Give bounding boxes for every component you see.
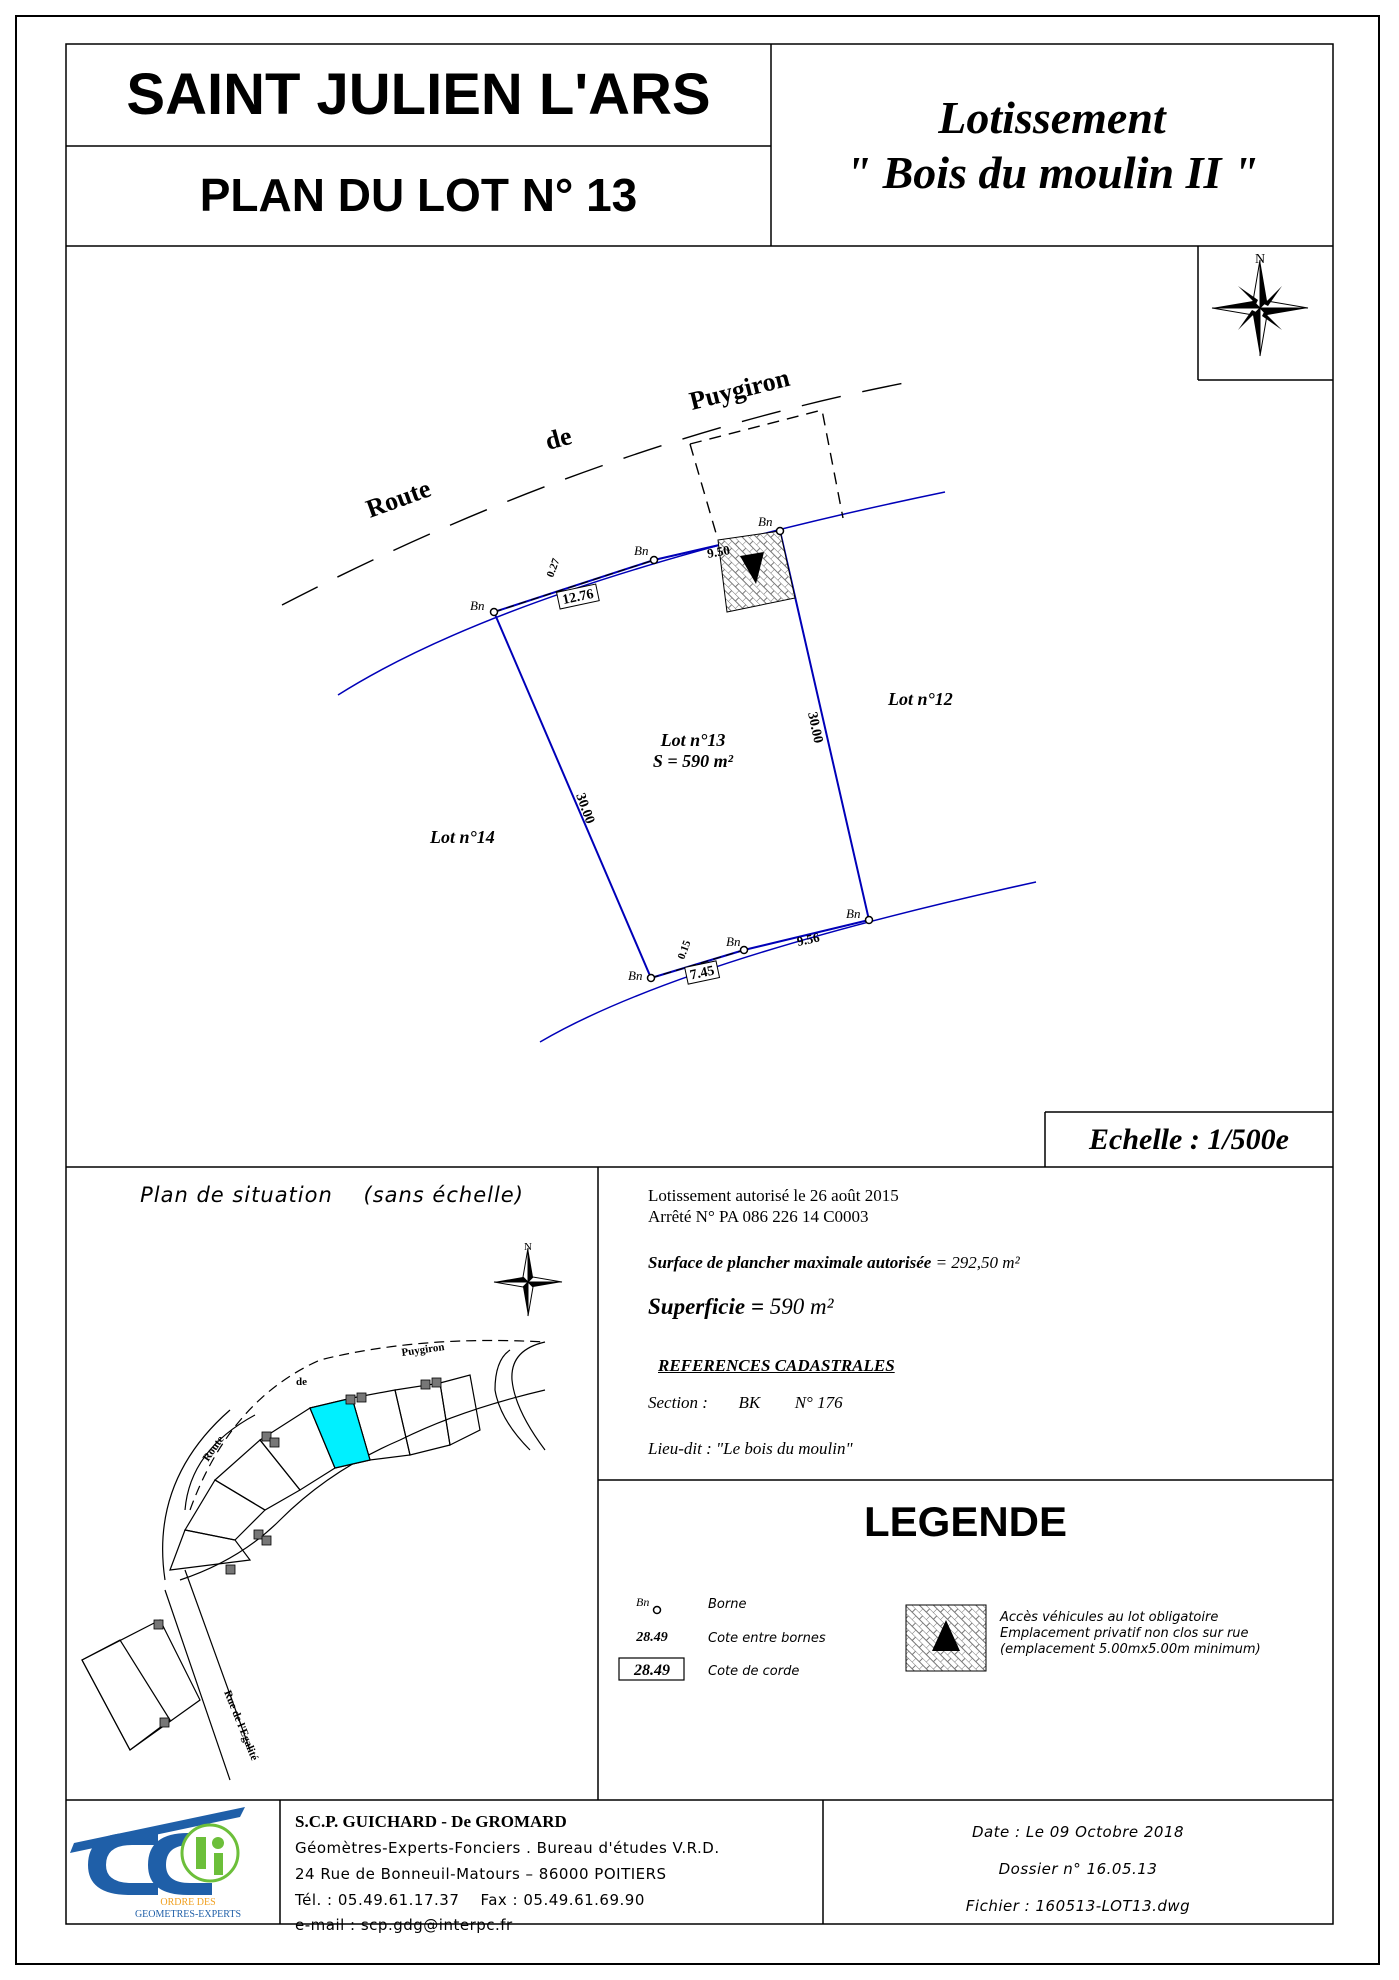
document-date: Date : Le 09 Octobre 2018 bbox=[971, 1823, 1185, 1841]
dimension-left-side: 30.00 bbox=[572, 791, 598, 826]
superficie-label: Superficie = bbox=[648, 1294, 764, 1319]
arrete-text: Arrêté N° PA 086 226 14 C0003 bbox=[648, 1207, 869, 1226]
lot-12-label: Lot n°12 bbox=[888, 689, 953, 709]
superficie-value: 590 m² bbox=[769, 1294, 834, 1319]
cadastre-title: REFERENCES CADASTRALES bbox=[658, 1356, 895, 1375]
legend-access-text bbox=[1000, 1610, 1261, 1658]
company-name: S.C.P. GUICHARD - De GROMARD bbox=[295, 1812, 567, 1831]
situation-road-route: Route bbox=[200, 1433, 227, 1464]
section-label: Section : bbox=[648, 1393, 708, 1412]
borne-label: Bn bbox=[470, 598, 485, 613]
dimension-bottom-chord: 7.45 bbox=[688, 963, 716, 984]
dimension-top-offset: 0.27 bbox=[544, 556, 563, 580]
section-value: BK bbox=[738, 1393, 761, 1412]
situation-road-puygiron: Puygiron bbox=[400, 1341, 446, 1359]
lotissement-name: " Bois du moulin II " bbox=[845, 147, 1259, 198]
scale-label: Echelle : 1/500e bbox=[1089, 1123, 1289, 1156]
surface-value: = 292,50 m² bbox=[935, 1253, 1020, 1272]
road-word-puygiron: Puygiron bbox=[686, 362, 793, 416]
legend-access-line3: (emplacement 5.00mx5.00m minimum) bbox=[1000, 1642, 1261, 1657]
legend-cote-label: Cote entre bornes bbox=[708, 1631, 826, 1646]
situation-compass-letter: N bbox=[524, 1241, 532, 1253]
borne-label: Bn bbox=[634, 543, 649, 558]
plan-title: PLAN DU LOT N° 13 bbox=[199, 169, 638, 221]
borne-label: Bn bbox=[628, 968, 643, 983]
situation-subtitle: (sans échelle) bbox=[363, 1183, 524, 1207]
dimension-top-chord: 12.76 bbox=[561, 586, 596, 609]
surface-label: Surface de plancher maximale autorisée bbox=[648, 1253, 932, 1272]
legend-access-line1: Accès véhicules au lot obligatoire bbox=[1000, 1610, 1219, 1625]
lot-14-label: Lot n°14 bbox=[430, 827, 495, 847]
legend-corde-value: 28.49 bbox=[634, 1662, 670, 1679]
legend-access-line2: Emplacement privatif non clos sur rue bbox=[1000, 1626, 1249, 1641]
situation-road-de: de bbox=[296, 1376, 307, 1388]
dimension-top-right: 9.50 bbox=[705, 542, 731, 561]
dimension-bottom-offset: 0.15 bbox=[675, 938, 694, 962]
company-phone: Tél. : 05.49.61.17.37 Fax : 05.49.61.69.90 bbox=[295, 1891, 645, 1909]
company-address: 24 Rue de Bonneuil-Matours – 86000 POITIERS bbox=[295, 1865, 667, 1883]
parcel-number: N° 176 bbox=[794, 1393, 843, 1412]
legend-borne-label: Borne bbox=[708, 1597, 747, 1612]
logo-text-line1: ORDRE DES bbox=[160, 1897, 216, 1908]
dimension-right-side: 30.00 bbox=[804, 710, 826, 745]
legend-cote-value: 28.49 bbox=[636, 1630, 668, 1645]
document-dossier: Dossier n° 16.05.13 bbox=[998, 1860, 1158, 1878]
autorisation-text: Lotissement autorisé le 26 août 2015 bbox=[648, 1186, 899, 1205]
ordre-geometres-logo bbox=[70, 1803, 275, 1921]
compass-letter: N bbox=[1254, 252, 1266, 267]
lotissement-label: Lotissement bbox=[938, 92, 1166, 143]
legend-corde-label: Cote de corde bbox=[708, 1664, 800, 1679]
lieu-dit: Lieu-dit : "Le bois du moulin" bbox=[648, 1439, 853, 1458]
company-email: e-mail : scp.gdg@interpc.fr bbox=[295, 1916, 513, 1934]
borne-label: Bn bbox=[846, 906, 861, 921]
legend-borne-symbol: Bn bbox=[636, 1595, 650, 1609]
borne-icon bbox=[654, 1607, 661, 1614]
situation-street: Rue de l'Egalité bbox=[221, 1688, 261, 1763]
document-file: Fichier : 160513-LOT13.dwg bbox=[965, 1897, 1191, 1915]
road-word-route: Route bbox=[362, 473, 435, 524]
lot-13-label: Lot n°13 bbox=[660, 730, 726, 750]
logo-text-line2: GEOMETRES-EXPERTS bbox=[134, 1909, 242, 1920]
lot-13-area: S = 590 m² bbox=[652, 751, 734, 771]
legend-title: LEGENDE bbox=[863, 1498, 1068, 1545]
road-word-de: de bbox=[542, 421, 575, 456]
company-activity: Géomètres-Experts-Fonciers . Bureau d'études V.R.D. bbox=[295, 1839, 720, 1857]
dimension-bottom-right: 9.56 bbox=[795, 929, 821, 949]
borne-label: Bn bbox=[726, 934, 741, 949]
situation-title-text: Plan de situation bbox=[140, 1183, 333, 1207]
commune-title: SAINT JULIEN L'ARS bbox=[126, 62, 711, 127]
borne-label: Bn bbox=[758, 514, 773, 529]
